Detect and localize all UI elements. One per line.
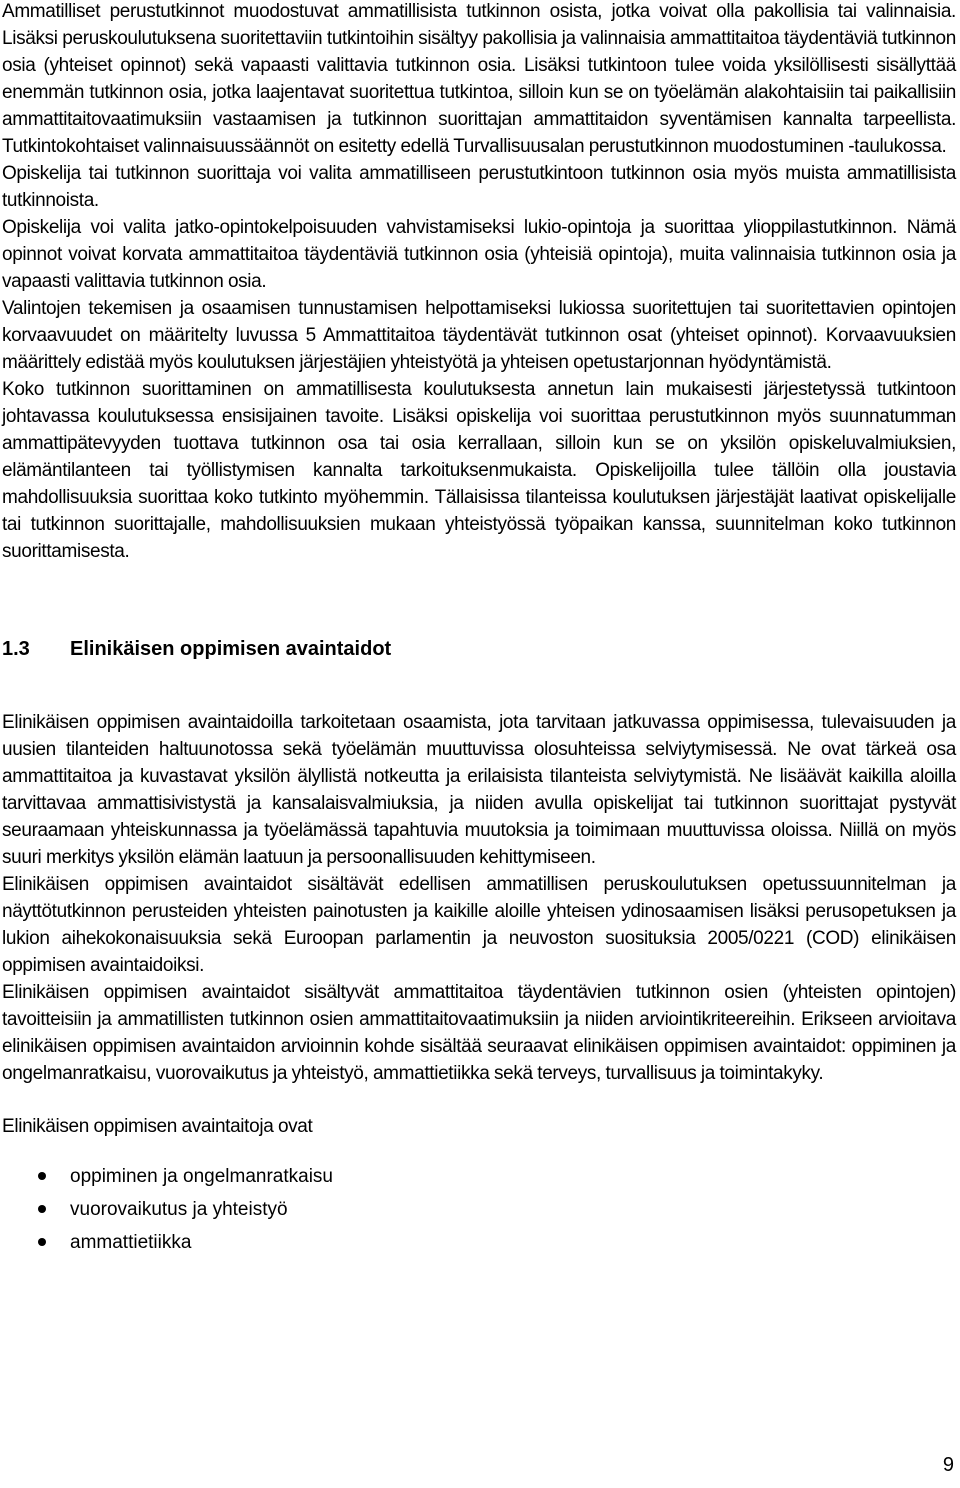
section-title: Elinikäisen oppimisen avaintaidot <box>70 638 392 660</box>
paragraph-spacer <box>2 1087 956 1113</box>
list-item <box>2 1226 956 1259</box>
list-item-label: oppiminen ja ongelmanratkaisu <box>70 1166 333 1187</box>
paragraph: Valintojen tekemisen ja osaamisen tunnustamisen helpottamiseksi lukiossa suoritettujen tai suoritettavien opintojen korvaavuudet on määritelty luvussa 5 Ammattitaitoa täydentävät tutkinnon osat (yhteiset opinnot). Korvaavuuksien määrittely edistää myös koulutuksen järjestäjien yhteistyötä ja yhteisen opetustarjonnan hyödyntämistä. <box>2 298 956 373</box>
paragraph: Opiskelija voi valita jatko-opintokelpoisuuden vahvistamiseksi lukio-opintoja ja suorittaa ylioppilastutkinnon. Nämä opinnot voivat korvata ammattitaitoa täydentäviä tutkinnon osia (yhteisiä opintoja), muita valinnaisia tutkinnon osia ja vapaasti valittavia tutkinnon osia. <box>2 217 956 292</box>
section-spacer <box>2 565 956 635</box>
heading-spacer <box>2 663 956 709</box>
bullet-list <box>2 1160 956 1259</box>
bullet-icon <box>38 1172 46 1180</box>
paragraph: Koko tutkinnon suorittaminen on ammatillisesta koulutuksesta annetun lain mukaisesti järjestetyssä tutkintoon johtavassa koulutuksessa ensisijainen tavoite. Lisäksi opiskelija voi suorittaa perustutkinnon myös suunnatumman ammattipätevyyden tuottava tutkinnon osa tai osia kerrallaan, silloin kun se on yksilön opiskeluvalmiuksien, elämäntilanteen tai työllistymisen kannalta tarkoituksenmukaista. Opiskelijoilla tulee tällöin olla joustavia mahdollisuuksia suorittaa koko tutkinto myöhemmin. Tällaisissa tilanteissa koulutuksen järjestäjät laativat opiskelijalle tai tutkinnon suorittajalle, mahdollisuuksien mukaan yhteistyössä työpaikan kanssa, suunnitelman koko tutkinnon suorittamisesta. <box>2 379 956 562</box>
bullet-icon <box>38 1238 46 1246</box>
list-intro: Elinikäisen oppimisen avaintaitoja ovat <box>2 1116 313 1137</box>
section-number: 1.3 <box>2 638 30 660</box>
paragraph: Opiskelija tai tutkinnon suorittaja voi valita ammatilliseen perustutkintoon tutkinnon osia myös muista ammatillisista tutkinnoista. <box>2 163 956 211</box>
bullet-icon <box>38 1205 46 1213</box>
list-item <box>2 1193 956 1226</box>
list-item <box>2 1160 956 1193</box>
list-item-label: ammattietiikka <box>70 1232 192 1253</box>
paragraph: Elinikäisen oppimisen avaintaidoilla tarkoitetaan osaamista, jota tarvitaan jatkuvassa oppimisessa, tulevaisuuden ja uusien tilanteiden haltuunotossa sekä työelämän muuttuvissa olosuhteissa selviytymisessä. Ne ovat tärkeä osa ammattitaitoa ja kuvastavat yksilön älyllistä notkeutta ja erilaisista tilanteista selviytymistä. Ne lisäävät kaikilla aloilla tarvittavaa ammattisivistystä ja kansalaisvalmiuksia, ja niiden avulla opiskelijat tai tutkinnon suorittajat pystyvät seuraamaan yhteiskunnassa ja työelämässä tapahtuvia muutoksia ja toimimaan muuttuvissa oloissa. Niillä on myös suuri merkitys yksilön elämän laatuun ja persoonallisuuden kehittymiseen. <box>2 712 956 868</box>
section-heading <box>2 635 956 663</box>
list-spacer <box>2 1140 956 1160</box>
paragraph: Elinikäisen oppimisen avaintaidot sisältyvät ammattitaitoa täydentävien tutkinnon osien (yhteisten opintojen) tavoitteisiin ja ammatillisten tutkinnon osien ammattitaitovaatimuksiin ja niiden arviointikriteereihin. Erikseen arvioitava elinikäisen oppimisen avaintaidon arvioinnin kohde sisältää seuraavat elinikäisen oppimisen avaintaidot: oppiminen ja ongelmanratkaisu, vuorovaikutus ja yhteistyö, ammattietiikka sekä terveys, turvallisuus ja toimintakyky. <box>2 982 956 1084</box>
list-item-label: vuorovaikutus ja yhteistyö <box>70 1199 288 1220</box>
paragraph: Ammatilliset perustutkinnot muodostuvat ammatillisista tutkinnon osista, jotka voivat olla pakollisia tai valinnaisia. Lisäksi peruskoulutuksena suoritettaviin tutkintoihin sisältyy pakollisia ja valinnaisia ammattitaitoa täydentäviä tutkinnon osia (yhteiset opinnot) sekä vapaasti valittavia tutkinnon osia. Lisäksi tutkintoon tulee voida yksilöllisesti sisällyttää enemmän tutkinnon osia, jotka laajentavat suoritettua tutkintoa, silloin kun se on työelämän alakohtaisiin tai paikallisiin ammattitaitovaatimuksiin vastaamisen ja tutkinnon suorittajan ammattitaidon syventämisen kannalta tarpeellista. Tutkintokohtaiset valinnaisuussäännöt on esitetty edellä Turvallisuusalan perustutkinnon muodostuminen -taulukossa. <box>2 1 956 157</box>
document-body <box>2 0 956 1259</box>
page-number: 9 <box>942 1454 954 1476</box>
paragraph: Elinikäisen oppimisen avaintaidot sisältävät edellisen ammatillisen peruskoulutuksen opetussuunnitelman ja näyttötutkinnon perusteiden yhteisten painotusten ja kaikille aloille yhteisen ydinosaamisen lisäksi perusopetuksen ja lukion aihekokonaisuuksia sekä Euroopan parlamentin ja neuvoston suosituksia 2005/0221 (COD) elinikäisen oppimisen avaintaidoiksi. <box>2 874 956 976</box>
